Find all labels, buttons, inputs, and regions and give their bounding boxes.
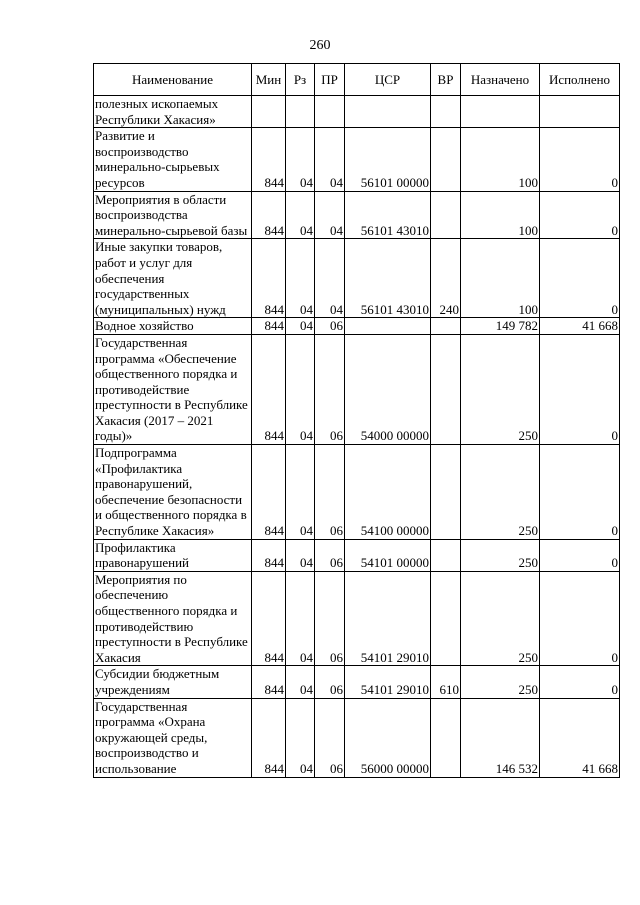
cell-assigned: 250	[461, 445, 540, 540]
header-rz: Рз	[286, 64, 315, 96]
cell-name: Мероприятия по обеспечению общественного порядка и противодействию преступности в Республике Хакасия	[94, 571, 252, 666]
cell-vr	[431, 318, 461, 335]
cell-csr: 56101 43010	[345, 239, 431, 318]
cell-name: Подпрограмма «Профилактика правонарушений, обеспечение безопасности и общественного порядка в Республике Хакасия»	[94, 445, 252, 540]
cell-executed: 0	[540, 539, 620, 571]
cell-pr: 04	[315, 239, 345, 318]
header-executed: Исполнено	[540, 64, 620, 96]
cell-vr	[431, 571, 461, 666]
cell-pr: 06	[315, 334, 345, 444]
header-vr: ВР	[431, 64, 461, 96]
cell-rz: 04	[286, 128, 315, 191]
cell-name: Водное хозяйство	[94, 318, 252, 335]
cell-vr	[431, 539, 461, 571]
cell-min: 844	[252, 128, 286, 191]
cell-assigned	[461, 96, 540, 128]
cell-executed: 0	[540, 239, 620, 318]
table-body	[94, 96, 620, 778]
cell-executed: 0	[540, 191, 620, 239]
cell-name: Государственная программа «Охрана окружающей среды, воспроизводство и использование	[94, 698, 252, 777]
cell-rz: 04	[286, 191, 315, 239]
cell-name: Развитие и воспроизводство минерально-сырьевых ресурсов	[94, 128, 252, 191]
cell-pr: 04	[315, 128, 345, 191]
cell-csr	[345, 318, 431, 335]
cell-name: Иные закупки товаров, работ и услуг для обеспечения государственных (муниципальных) нужд	[94, 239, 252, 318]
cell-pr: 06	[315, 666, 345, 698]
cell-vr: 240	[431, 239, 461, 318]
cell-csr: 56000 00000	[345, 698, 431, 777]
cell-executed: 0	[540, 128, 620, 191]
cell-executed: 0	[540, 666, 620, 698]
cell-name: полезных ископаемых Республики Хакасия»	[94, 96, 252, 128]
cell-vr	[431, 96, 461, 128]
cell-csr: 54101 29010	[345, 666, 431, 698]
table-row	[94, 698, 620, 777]
table-row	[94, 445, 620, 540]
cell-executed: 41 668	[540, 698, 620, 777]
table-row	[94, 128, 620, 191]
cell-min: 844	[252, 239, 286, 318]
cell-pr: 06	[315, 698, 345, 777]
cell-rz	[286, 96, 315, 128]
cell-min: 844	[252, 318, 286, 335]
header-pr: ПР	[315, 64, 345, 96]
table-row	[94, 191, 620, 239]
cell-pr: 06	[315, 318, 345, 335]
cell-pr: 06	[315, 571, 345, 666]
cell-csr: 54100 00000	[345, 445, 431, 540]
cell-name: Государственная программа «Обеспечение общественного порядка и противодействие преступности в Республике Хакасия (2017 – 2021 годы)»	[94, 334, 252, 444]
cell-csr: 54000 00000	[345, 334, 431, 444]
cell-vr	[431, 128, 461, 191]
cell-assigned: 146 532	[461, 698, 540, 777]
page-number: 260	[309, 38, 331, 53]
cell-rz: 04	[286, 239, 315, 318]
cell-min	[252, 96, 286, 128]
cell-assigned: 250	[461, 666, 540, 698]
cell-vr	[431, 698, 461, 777]
cell-assigned: 250	[461, 571, 540, 666]
header-csr: ЦСР	[345, 64, 431, 96]
cell-vr	[431, 334, 461, 444]
cell-rz: 04	[286, 571, 315, 666]
cell-pr: 04	[315, 191, 345, 239]
cell-csr: 56101 00000	[345, 128, 431, 191]
cell-executed	[540, 96, 620, 128]
table-row	[94, 571, 620, 666]
table-row	[94, 334, 620, 444]
cell-pr: 06	[315, 445, 345, 540]
cell-min: 844	[252, 571, 286, 666]
cell-vr	[431, 445, 461, 540]
table-row	[94, 239, 620, 318]
cell-name: Профилактика правонарушений	[94, 539, 252, 571]
cell-csr: 54101 29010	[345, 571, 431, 666]
cell-pr: 06	[315, 539, 345, 571]
cell-rz: 04	[286, 666, 315, 698]
cell-pr	[315, 96, 345, 128]
cell-assigned: 100	[461, 239, 540, 318]
cell-rz: 04	[286, 539, 315, 571]
cell-executed: 0	[540, 445, 620, 540]
cell-min: 844	[252, 445, 286, 540]
cell-executed: 0	[540, 571, 620, 666]
table-row	[94, 666, 620, 698]
cell-name: Субсидии бюджетным учреждениям	[94, 666, 252, 698]
cell-min: 844	[252, 191, 286, 239]
header-min: Мин	[252, 64, 286, 96]
cell-min: 844	[252, 539, 286, 571]
cell-min: 844	[252, 666, 286, 698]
budget-table	[93, 63, 620, 778]
cell-assigned: 100	[461, 128, 540, 191]
cell-rz: 04	[286, 318, 315, 335]
cell-vr	[431, 191, 461, 239]
cell-csr	[345, 96, 431, 128]
header-name: Наименование	[94, 64, 252, 96]
cell-assigned: 250	[461, 334, 540, 444]
header-assigned: Назначено	[461, 64, 540, 96]
cell-assigned: 149 782	[461, 318, 540, 335]
cell-vr: 610	[431, 666, 461, 698]
cell-rz: 04	[286, 334, 315, 444]
table-row	[94, 539, 620, 571]
cell-csr: 56101 43010	[345, 191, 431, 239]
cell-rz: 04	[286, 698, 315, 777]
cell-min: 844	[252, 334, 286, 444]
cell-executed: 41 668	[540, 318, 620, 335]
cell-assigned: 250	[461, 539, 540, 571]
header-row	[94, 64, 620, 96]
cell-name: Мероприятия в области воспроизводства минерально-сырьевой базы	[94, 191, 252, 239]
table-row	[94, 96, 620, 128]
cell-assigned: 100	[461, 191, 540, 239]
cell-executed: 0	[540, 334, 620, 444]
table-row	[94, 318, 620, 335]
cell-csr: 54101 00000	[345, 539, 431, 571]
cell-min: 844	[252, 698, 286, 777]
cell-rz: 04	[286, 445, 315, 540]
